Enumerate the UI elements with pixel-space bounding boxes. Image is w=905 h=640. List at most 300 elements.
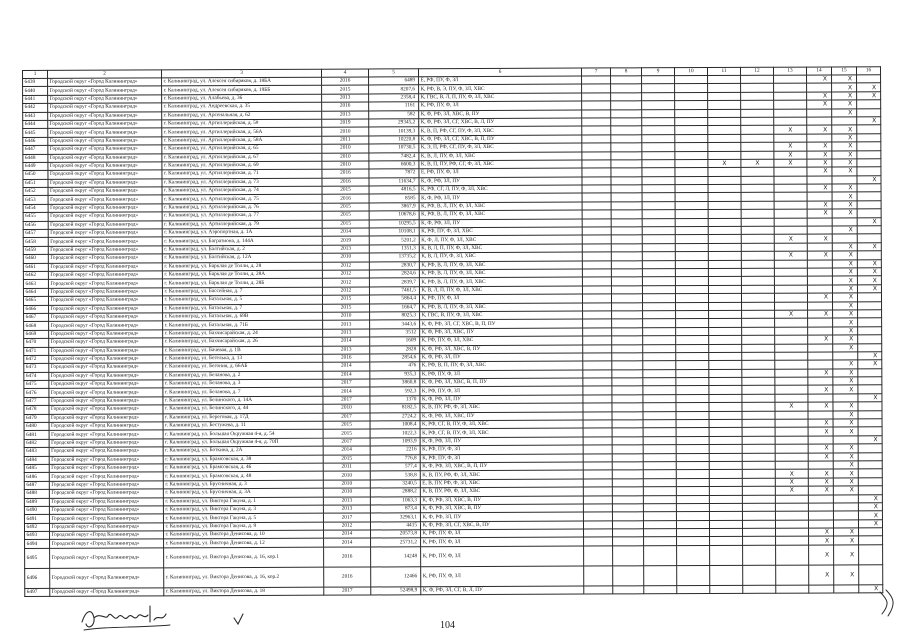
mark-cell [808,343,833,351]
mark-cell [708,151,741,160]
mark-cell [710,528,743,537]
mark-cell [776,585,809,594]
mark-cell: X [808,453,833,461]
mark-cell [774,226,807,235]
address-cell: г. Калининград, ул. Батальная, д. 71Б [163,321,323,330]
register-table [22,66,883,597]
mark-cell [611,143,642,152]
owner-cell: Городской округ «Город Калининград» [49,506,163,515]
area-cell: 873,4 [370,505,420,514]
mark-cell [741,151,774,160]
mark-cell [742,453,775,462]
mark-cell [709,403,742,412]
mark-cell [709,503,742,512]
mark-cell [741,209,774,218]
mark-cell: X [808,369,833,377]
mark-cell [611,101,642,110]
owner-cell: Городской округ «Город Калининград» [49,372,163,381]
mark-cell: X [833,301,858,309]
year-cell: 2016 [322,194,369,203]
mark-cell [675,109,708,118]
mark-cell: X [832,285,857,293]
mark-cell: X [808,469,833,477]
row-number: 6494 [25,540,50,548]
area-cell: 29345,2 [369,119,419,128]
address-cell: г. Калининград, ул. Бегония, д. 66АБ [163,362,323,371]
owner-cell: Городской округ «Город Калининград» [48,162,162,171]
mark-cell [642,168,675,177]
mark-cell [807,109,832,117]
mark-cell [742,402,775,411]
address-cell: г. Калининград, ул. Артиллерийская, д. 65 [162,144,322,153]
row-number: 6449 [23,162,48,170]
mark-cell [582,135,611,144]
mark-cell [708,210,741,219]
mark-cell [774,276,807,285]
year-cell: 2010 [322,161,369,170]
column-header: 3 [162,69,322,78]
mark-cell [613,566,644,586]
address-cell: г. Калининград, ул. Бачевая, д. 1В [163,346,323,355]
mark-cell: X [774,251,807,260]
year-cell: 2014 [323,362,370,371]
mark-cell [708,243,741,252]
mark-cell [832,217,857,225]
mark-cell: X [857,243,881,251]
mark-cell [643,319,676,328]
row-number: 6492 [24,523,49,531]
mark-cell [642,260,675,269]
mark-cell [583,370,612,379]
year-cell: 2012 [322,287,369,296]
mark-cell [807,83,832,91]
mark-cell [742,360,775,369]
works-cell: К, Ф, РФ, ЗЛ, ХВС, В, ПУ [420,345,583,354]
year-cell: 2017 [323,413,370,422]
mark-cell: X [834,565,859,585]
owner-cell: Городской округ «Город Калининград» [48,212,162,221]
row-number: 6465 [23,297,48,305]
mark-cell [642,294,675,303]
mark-cell [582,84,611,93]
owner-cell: Городской округ «Город Калининград» [49,405,163,414]
mark-cell: X [809,528,834,536]
works-cell: К, РФ, В, Э, ПУ, Ф, ЗЛ, ХВС [419,84,582,93]
column-header: 16 [856,67,880,75]
row-number: 6496 [25,568,50,588]
mark-cell [611,218,642,227]
row-number: 6483 [24,448,49,456]
mark-cell: X [807,142,832,150]
mark-cell [858,343,882,351]
mark-cell [709,377,742,386]
mark-cell [775,335,808,344]
mark-cell [742,486,775,495]
mark-cell [675,185,708,194]
address-cell: г. Калининград, ул. Барклая де Толли, д. 28Б [162,279,322,288]
mark-cell [676,453,709,462]
area-cell: 1370 [370,396,420,405]
mark-cell [741,251,774,260]
mark-cell [709,487,742,496]
mark-cell [741,75,774,84]
mark-cell: X [807,293,832,301]
works-cell: К, В, П, ПУ, РФ, СГ, Ф, ЗЛ, ХВС [419,160,582,169]
mark-cell [741,126,774,135]
mark-cell [612,487,643,496]
works-cell: К, РФ, В, Л, ПУ, Ф, ЗЛ, ХВС [419,277,582,286]
area-cell: 3860,8 [370,379,420,388]
mark-cell [643,311,676,320]
mark-cell [676,327,709,336]
works-cell: К, Ф, РФ, ЗЛ, ПУ [420,395,583,404]
mark-cell [742,444,775,453]
owner-cell: Городской округ «Город Калининград» [48,187,162,196]
mark-cell: X [832,142,857,150]
address-cell: г. Калининград, ул. Береговая, д. 17Д [163,413,323,422]
mark-cell [709,335,742,344]
mark-cell [676,445,709,454]
mark-cell [709,453,742,462]
works-cell: К, Ф, РФ, ЗЛ, ХВС, В, П, ПУ [420,462,583,471]
mark-cell: X [834,545,859,565]
mark-cell: X [832,83,857,91]
works-cell: К, РФ, ПУ, Ф, ЗЛ [421,566,584,587]
row-number: 6453 [23,196,48,204]
mark-cell [741,184,774,193]
area-cell: 8182,5 [370,404,420,413]
mark-cell [742,319,775,328]
mark-cell [612,420,643,429]
owner-cell: Городской округ «Город Калининград» [48,296,162,305]
mark-cell [582,177,611,186]
row-number: 6439 [23,78,48,86]
address-cell: г. Калининград, ул. Андреевская, д. 35 [162,102,322,111]
year-cell: 2016 [322,77,369,86]
mark-cell [584,566,613,586]
address-cell: г. Калининград, ул. Беланова, д. 2 [163,371,323,380]
mark-cell [708,218,741,227]
mark-cell [643,478,676,487]
owner-cell: Городской округ «Город Калининград» [50,539,164,548]
mark-cell [857,100,881,108]
row-number: 6490 [24,506,49,514]
mark-cell [643,403,676,412]
mark-cell [642,193,675,202]
mark-cell [612,428,643,437]
mark-cell [676,520,709,529]
row-number: 6461 [23,263,48,271]
mark-cell [857,234,881,242]
mark-cell: X [832,108,857,116]
works-cell: К, РФ, СГ, В, ПУ, Ф, ЗЛ, ХВС [420,428,583,437]
mark-cell [583,344,612,353]
mark-cell [709,319,742,328]
year-cell: 2012 [322,278,369,287]
row-number: 6481 [24,431,49,439]
year-cell: 2016 [324,567,371,587]
mark-cell [858,419,882,427]
mark-cell [642,76,675,85]
mark-cell [612,445,643,454]
owner-cell: Городской округ «Город Калининград» [49,464,163,473]
row-number: 6463 [23,280,48,288]
mark-cell [583,395,612,404]
mark-cell [643,378,676,387]
works-cell: К, РФ, ПУ, Ф, ЗЛ [421,529,584,538]
area-cell: 10730,5 [369,144,419,153]
works-cell: К, РФ, В, Л, ПУ, Ф, ЗЛ, ХВС [419,269,582,278]
mark-cell [675,210,708,219]
mark-cell [775,344,808,353]
mark-cell [834,585,859,593]
owner-cell: Городской округ «Город Калининград» [50,568,164,588]
mark-cell [709,461,742,470]
owner-cell: Городской округ «Город Калининград» [48,153,162,162]
mark-cell [776,565,809,585]
mark-cell [709,411,742,420]
area-cell: 4415 [370,521,420,530]
works-cell: К, РФ, В, Л, ПУ, Ф, ЗЛ, ХВС [420,303,583,312]
mark-cell [859,545,883,565]
owner-cell: Городской округ «Город Калининград» [50,531,164,540]
mark-cell [582,227,611,236]
owner-cell: Городской округ «Город Калининград» [49,472,163,481]
row-number: 6474 [24,372,49,380]
works-cell: К, Ф, РФ, ЗЛ, ПУ [419,219,582,228]
mark-cell [774,201,807,210]
mark-cell [676,478,709,487]
mark-cell [808,302,833,310]
mark-cell [675,260,708,269]
year-cell: 2013 [322,111,369,120]
mark-cell [858,326,882,334]
works-cell: К, ГВС, В, Л, П, ПУ, Ф, ЗЛ, ХВС [419,93,582,102]
works-cell: К, РФ, СГ, Л, ПУ, Ф, ЗЛ, ХВС [419,185,582,194]
column-header: 9 [641,68,674,76]
mark-cell [676,470,709,479]
row-number: 6460 [23,255,48,263]
mark-cell [832,117,857,125]
mark-cell [775,444,808,453]
mark-cell [583,386,612,395]
mark-cell: X [833,427,858,435]
year-cell: 2013 [322,94,369,103]
mark-cell [643,520,676,529]
mark-cell [774,75,807,84]
mark-cell [742,377,775,386]
works-cell: К, РФ, ПУ, Ф, ЗЛ [421,538,584,547]
area-cell: 1351,3 [369,245,419,254]
address-cell: г. Калининград, ул. Виктора Денисова, д. 16, кор.1 [164,547,324,568]
row-number: 6478 [24,406,49,414]
mark-cell [741,109,774,118]
mark-cell [741,235,774,244]
mark-cell [833,503,858,511]
mark-cell [676,344,709,353]
mark-cell [612,470,643,479]
area-cell: 11634,7 [369,177,419,186]
column-header: 12 [740,67,773,75]
row-number: 6456 [23,221,48,229]
mark-cell: X [832,92,857,100]
mark-cell [643,386,676,395]
year-cell: 2013 [323,320,370,329]
mark-cell [807,117,832,125]
mark-cell [612,311,643,320]
column-header: 1 [23,70,48,78]
year-cell: 2015 [323,304,370,313]
address-cell: г. Калининград, ул. Артиллерийская, д. 58А [162,136,322,145]
area-cell: 4816,5 [369,186,419,195]
works-cell: К, В, ПУ, РФ, Ф, ЗЛ, ХВС [420,403,583,412]
mark-cell [675,285,708,294]
mark-cell [613,546,644,566]
row-number: 6471 [24,347,49,355]
mark-cell [583,462,612,471]
mark-cell [741,260,774,269]
mark-cell [859,536,883,544]
mark-cell [642,235,675,244]
row-number: 6467 [24,313,49,321]
mark-cell [642,84,675,93]
mark-cell [644,537,677,546]
mark-cell [583,454,612,463]
mark-cell [774,268,807,277]
mark-cell [583,328,612,337]
mark-cell [808,360,833,368]
mark-cell [676,512,709,521]
mark-cell [808,494,833,502]
mark-cell: X [857,175,881,183]
mark-cell [775,386,808,395]
address-cell: г. Калининград, ул. Батальная, д. 7 [163,304,323,313]
address-cell: г. Калининград, ул. Большая Окружная 4-я, д. 54 [163,430,323,439]
mark-cell [807,226,832,234]
mark-cell [742,520,775,529]
mark-cell: X [775,469,808,478]
mark-cell [584,537,613,546]
mark-cell [582,109,611,118]
mark-cell [774,184,807,193]
year-cell: 2016 [323,354,370,363]
row-number: 6462 [23,271,48,279]
works-cell: К, РФ, В, П, ПУ, Ф, ЗЛ, ХВС [420,361,583,370]
mark-cell [676,386,709,395]
owner-cell: Городской округ «Город Калининград» [49,455,163,464]
area-cell: 10139,3 [369,127,419,136]
mark-cell [644,529,677,538]
mark-cell [675,143,708,152]
area-cell: 12466 [371,567,421,587]
mark-cell [776,545,809,565]
mark-cell [675,168,708,177]
area-cell: 2854,6 [370,354,420,363]
mark-cell [676,394,709,403]
mark-cell [857,159,881,167]
year-cell: 2014 [324,538,371,547]
mark-cell [741,268,774,277]
mark-cell [611,176,642,185]
address-cell: г. Калининград, ул. Артиллерийская, д. 67 [162,153,322,162]
mark-cell [642,243,675,252]
mark-cell [709,495,742,504]
row-number: 6495 [25,548,50,568]
mark-cell: X [833,444,858,452]
works-cell: К, РФ, ПУ, Ф, ЗЛ [419,294,582,303]
mark-cell [775,461,808,470]
mark-cell [708,294,741,303]
area-cell: 1022,3 [370,429,420,438]
mark-cell: X [807,184,832,192]
mark-cell [642,252,675,261]
column-header: 11 [707,67,740,75]
mark-cell [857,108,881,116]
mark-cell [742,386,775,395]
address-cell: г. Калининград, ул. Брусничная, д. 3 [163,480,323,489]
year-cell: 2010 [322,144,369,153]
mark-cell [611,151,642,160]
area-cell: 2888,2 [370,488,420,497]
row-number: 6446 [23,137,48,145]
area-cell: 13735,2 [369,253,419,262]
mark-cell [642,143,675,152]
mark-cell [741,277,774,286]
mark-cell [709,520,742,529]
address-cell: г. Калининград, ул. Брусничная, д. 3А [163,488,323,497]
mark-cell [675,76,708,85]
year-cell: 2015 [322,211,369,220]
mark-cell [858,402,882,410]
mark-cell [742,495,775,504]
mark-cell [643,361,676,370]
address-cell: г. Калининград, ул. Артиллерийская, д. 69 [162,161,322,170]
mark-cell [583,437,612,446]
mark-cell [582,235,611,244]
address-cell: г. Калининград, ул. Виктора Денисова, д. 10 [164,530,324,539]
works-cell: К, РФ, В, Л, ПУ, Ф, ЗЛ, ХВС [419,202,582,211]
mark-cell [676,503,709,512]
mark-cell [611,118,642,127]
area-cell: 25731,2 [371,538,421,547]
mark-cell [611,294,642,303]
mark-cell [677,529,710,538]
area-cell: 1609 [370,337,420,346]
mark-cell [775,360,808,369]
mark-cell: X [833,385,858,393]
address-cell: г. Калининград, ул. Белинского, д. 14А [163,396,323,405]
mark-cell [741,168,774,177]
mark-cell: X [809,545,834,565]
mark-cell: X [858,352,882,360]
mark-cell [774,134,807,143]
mark-cell [710,537,743,546]
address-cell: г. Калининград, ул. Артиллерийская, д. 73 [162,178,322,187]
area-cell: 1008,4 [370,421,420,430]
mark-cell [642,101,675,110]
area-cell: 3240,5 [370,480,420,489]
mark-cell [858,452,882,460]
works-cell: К, РФ, ПУ, Ф, ЗЛ [420,387,583,396]
mark-cell [643,369,676,378]
area-cell: 8025,3 [370,312,420,321]
owner-cell: Городской округ «Город Калининград» [49,447,163,456]
address-cell: г. Калининград, ул. Беланова, д. 3 [163,379,323,388]
mark-cell [675,92,708,101]
mark-cell [611,193,642,202]
area-cell: 52498,9 [371,587,421,596]
address-cell: г. Калининград, ул. Артиллерийская, д. 79 [162,220,322,229]
